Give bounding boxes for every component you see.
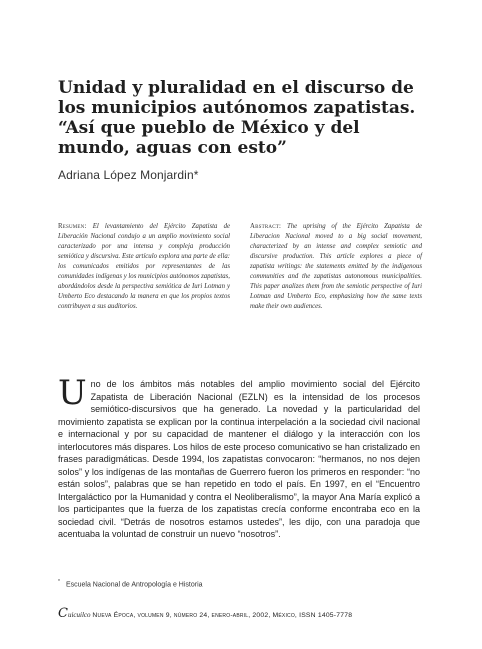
abstract-spanish [58,222,230,312]
body-paragraph [58,373,420,541]
abstract-text: The uprising of the Ejército Zapatista de Liberacion Nacional moved to a big social movement, characterized by an intense and complex semiotic and discursive production. This article explores a piece of zapatista writings: the statements emitted by the indigenous communities and the zapatistas autonomous municipalities. This paper analizes them from the semiotic perspective of Iuri Lotman and Umberto Eco, emphasizing how the same texts make their own audiences. [250,223,423,310]
journal-citation [58,606,438,621]
journal-citation-text: Nueva Época, volumen 9, número 24, enero-abril, 2002, México, ISSN 1405-7778 [92,612,353,619]
title-line: Unidad y pluralidad en el discurso de [58,78,414,98]
article-title [58,78,416,158]
abstract-text: El levantamiento del Ejército Zapatista de Liberación Nacional condujo a un amplio movimiento social caracterizado por una intensa y compleja producción semiótica y discursiva. Este artículo explora una parte de ella: los comunicados emitidos por representantes de las comunidades indígenas y los municipios autónomos zapatistas, abordándolos desde la perspectiva semiótica de Iuri Lotman y Umberto Eco destacando la manera en que los propios textos contribuyen a sus auditorios. [58,223,230,310]
abstract-english [250,222,422,312]
title-line: mundo, aguas con esto” [58,138,287,158]
footnote [58,579,418,588]
abstract-label: Abstract: [250,223,282,230]
journal-logo: C [58,606,68,621]
drop-cap: U [58,373,87,413]
footnote-mark: * [58,579,60,585]
abstract-label: Resumen: [58,223,87,230]
author-name: Adriana López Monjardin* [58,168,199,182]
footnote-text: Escuela Nacional de Antropología e Historia [65,581,203,589]
title-line: los municipios autónomos zapatistas. [58,98,416,118]
journal-logo-rest: uicuilco [67,611,91,619]
title-line: “Así que pueblo de México y del [58,118,360,138]
body-text: no de los ámbitos más notables del amplio movimiento social del Ejército Zapatista de Liberación Nacional (EZLN) es la intensidad de los procesos semiótico-discursivos que ha generado. La novedad y la particularidad del movimiento zapatista se explican por la continua interpelación a la sociedad civil nacional e internacional y por su capacidad de mantener el diálogo y la interacción con los interlocutores más dispares. Los hilos de este proceso comunicativo se han cristalizado en frases paradigmáticas. Desde 1994, los zapatistas convocaron: “hermanos, no nos dejen solos” y los indígenas de las montañas de Guerrero fueron los primeros en responder: “no están solos”, palabras que se han repetido en todo el país. En 1997, en el “Encuentro Intergaláctico por la Humanidad y contra el Neoliberalismo”, la mayor Ana María explicó a los participantes que la fuerza de los zapatistas crecía conforme encontraba eco en la sociedad civil. “Detrás de nosotros estamos ustedes”, les dijo, con una paradoja que acentuaba la voluntad de construir un nuevo “nosotros”. [58,379,420,539]
